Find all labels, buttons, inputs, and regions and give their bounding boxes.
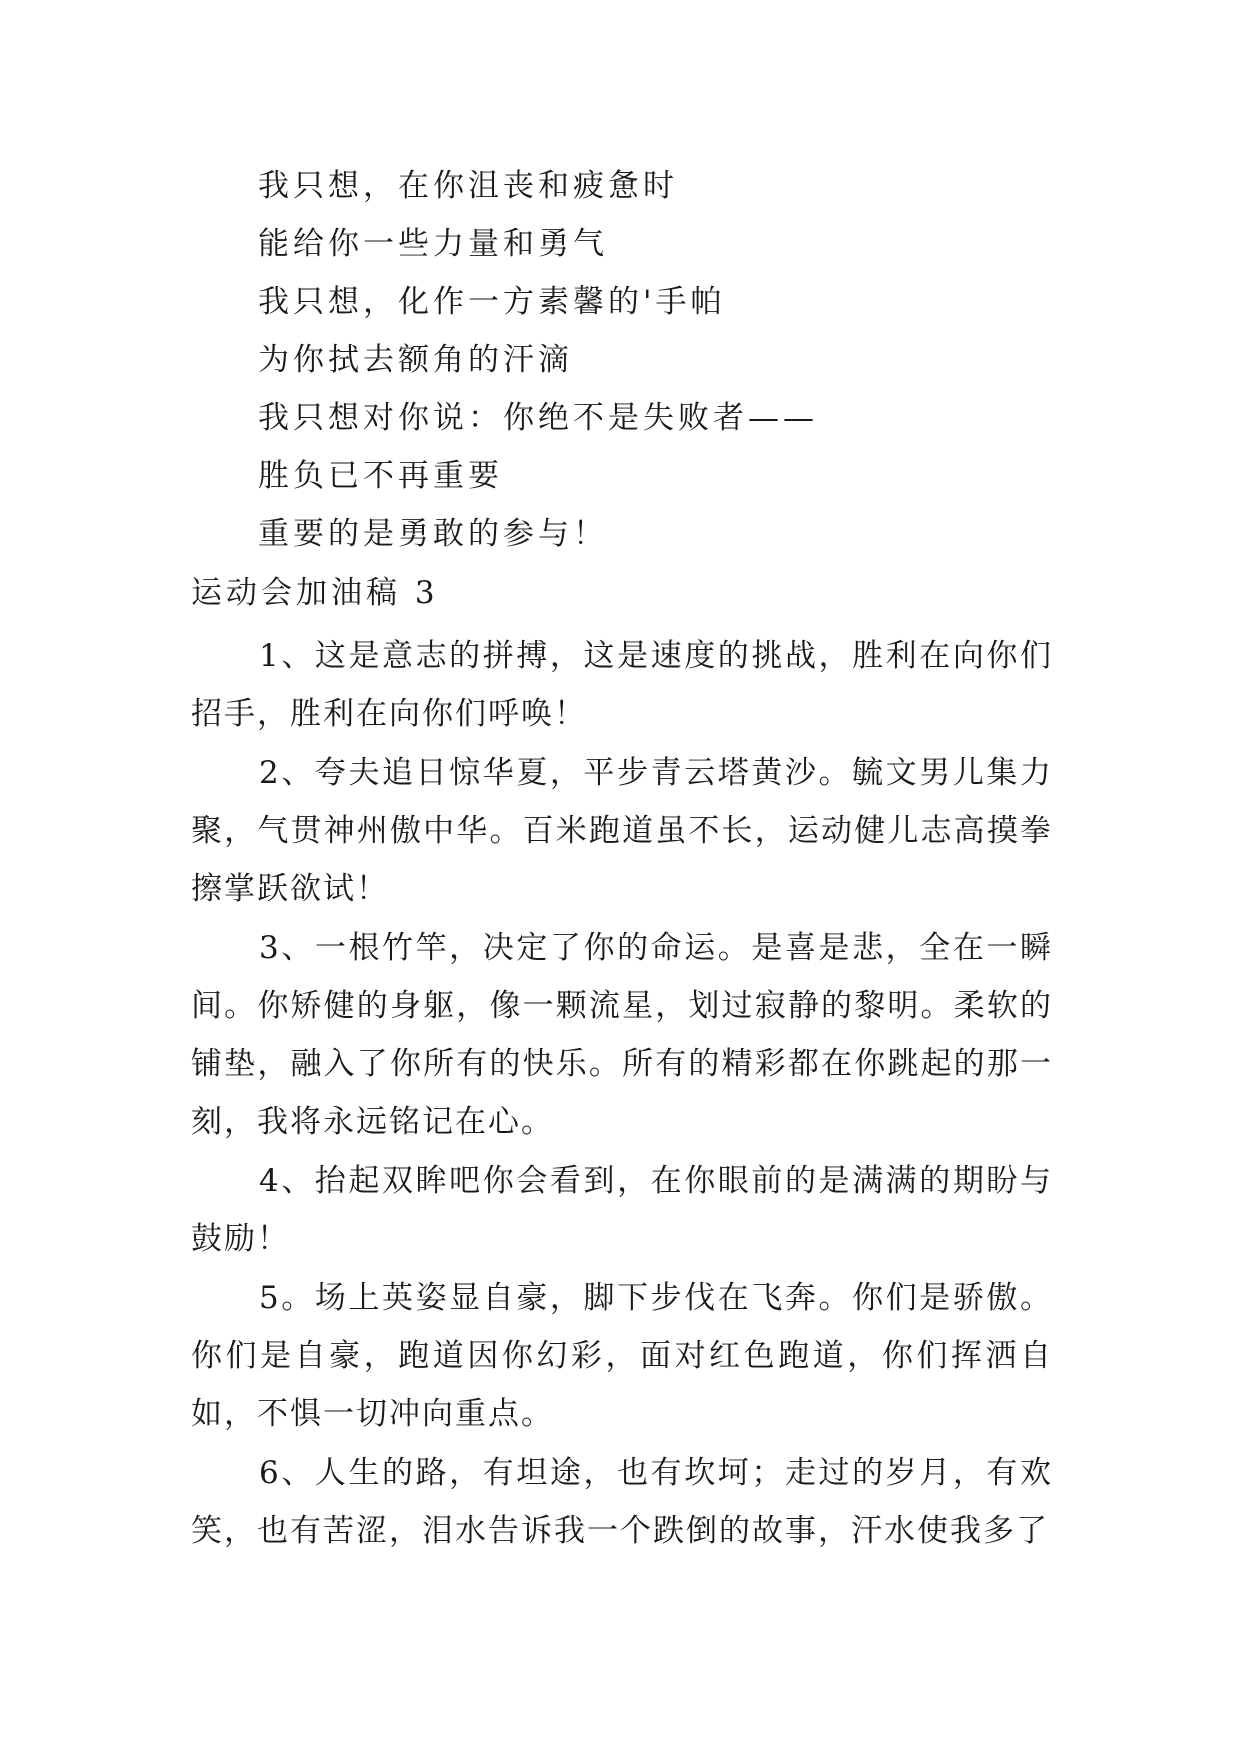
- poem-line: 能给你一些力量和勇气: [258, 226, 608, 262]
- cheer-paragraph: 6、人生的路，有坦途，也有坎坷；走过的岁月，有欢笑，也有苦涩，泪水告诉我一个跌倒的故事，汗水使我多了: [191, 1455, 1053, 1549]
- cheer-paragraph: 2、夸夫追日惊华夏，平步青云塔黄沙。毓文男儿集力聚，气贯神州傲中华。百米跑道虽不长，运动健儿志高摸拳擦掌跃欲试！: [191, 755, 1053, 907]
- poem-line: 重要的是勇敢的参与！: [258, 516, 608, 552]
- poem-line: 胜负已不再重要: [258, 458, 503, 494]
- cheer-paragraph: 4、抬起双眸吧你会看到，在你眼前的是满满的期盼与鼓励！: [191, 1163, 1053, 1257]
- poem-stanza: [258, 161, 818, 567]
- poem-line: 我只想对你说：你绝不是失败者——: [258, 400, 818, 436]
- section-title: 运动会加油稿 3: [191, 575, 439, 611]
- cheer-paragraph: 1、这是意志的拼搏，这是速度的挑战，胜利在向你们招手，胜利在向你们呼唤！: [191, 638, 1053, 732]
- poem-line: 我只想，化作一方素馨的'手帕: [258, 284, 726, 320]
- cheer-paragraph: 5。场上英姿显自豪，脚下步伐在飞奔。你们是骄傲。你们是自豪，跑道因你幻彩，面对红色跑道，你们挥洒自如，不惧一切冲向重点。: [191, 1280, 1053, 1432]
- poem-line: 为你拭去额角的汗滴: [258, 342, 573, 378]
- cheer-paragraph: 3、一根竹竿，决定了你的命运。是喜是悲，全在一瞬间。你矫健的身躯，像一颗流星，划过寂静的黎明。柔软的铺垫，融入了你所有的快乐。所有的精彩都在你跳起的那一刻，我将永远铭记在心。: [191, 930, 1053, 1140]
- cheer-list: [191, 627, 1053, 1561]
- poem-line: 我只想，在你沮丧和疲惫时: [258, 168, 678, 204]
